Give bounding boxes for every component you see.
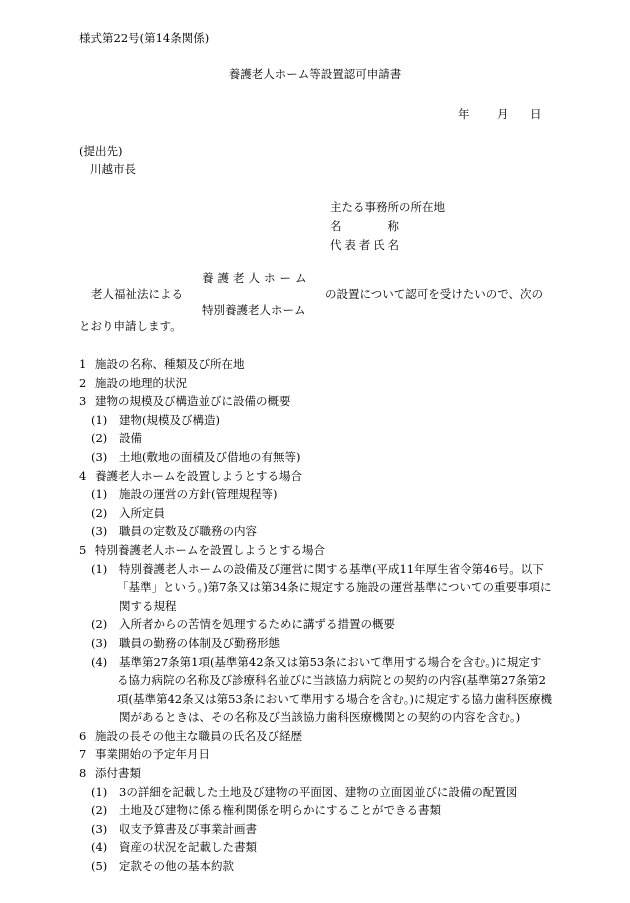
- list-item: [79, 764, 559, 783]
- item-number: (3): [91, 635, 108, 650]
- item-number: (1): [91, 487, 108, 502]
- list-subitem: [79, 838, 559, 857]
- item-text: 3の詳細を記載した土地及び建物の平面図、建物の立面図並びに設備の配置図: [119, 784, 518, 799]
- document-title: 養護老人ホーム等設置認可申請書: [228, 67, 402, 81]
- list-subitem: [79, 485, 559, 504]
- item-number: 2: [79, 375, 87, 390]
- application-statement: の設置について認可を受けたいので、次の: [325, 287, 544, 301]
- item-text: る協力病院の名称及び診療科名並びに当該協力病院との契約の内容(基準第27条第2: [117, 673, 546, 688]
- item-number: (5): [91, 859, 108, 874]
- list-subitem-continuation: [79, 597, 559, 616]
- item-number: (3): [91, 524, 108, 539]
- application-statement-tail: とおり申請します。: [79, 319, 182, 333]
- list-subitem-continuation: [79, 671, 559, 690]
- item-text: 関する規程: [119, 598, 177, 613]
- item-text: 職員の定数及び職務の内容: [119, 524, 257, 539]
- item-text: 関があるときは、その名称及び当該協力歯科医療機関との契約の内容を含む。): [119, 710, 521, 725]
- list-subitem-continuation: [79, 708, 559, 727]
- form-number: 様式第22号(第14条関係): [79, 31, 210, 45]
- item-text: 特別養護老人ホームを設置しようとする場合: [95, 542, 325, 557]
- list-subitem: [79, 522, 559, 541]
- item-number: (3): [91, 449, 108, 464]
- item-text: 定款その他の基本約款: [119, 859, 234, 874]
- item-number: (2): [91, 803, 108, 818]
- date-month-label: 月: [497, 107, 509, 121]
- list-subitem: [79, 615, 559, 634]
- home-option-nursing: 養護老人ホーム: [202, 271, 311, 285]
- list-subitem: [79, 801, 559, 820]
- item-text: 項(基準第42条又は第53条において準用する場合を含む。)に規定する協力歯科医療機: [117, 691, 552, 706]
- list-subitem: [79, 820, 559, 839]
- list-subitem: [79, 448, 559, 467]
- item-text: 「基準」という。)第7条又は第34条に規定する施設の運営基準についての重要事項に: [117, 580, 552, 595]
- list-item: [79, 745, 559, 764]
- item-number: (3): [91, 821, 108, 836]
- item-text: 収支予算書及び事業計画書: [119, 821, 257, 836]
- item-text: 職員の勤務の体制及び勤務形態: [119, 635, 280, 650]
- item-number: 8: [79, 766, 87, 781]
- recipient-label: (提出先): [79, 144, 123, 158]
- item-number: (1): [91, 412, 108, 427]
- list-subitem: [79, 634, 559, 653]
- item-text: 事業開始の予定年月日: [95, 747, 210, 762]
- item-number: 7: [79, 747, 87, 762]
- list-subitem: [79, 783, 559, 802]
- item-text: 資産の状況を記載した書類: [119, 840, 257, 855]
- item-number: 5: [79, 542, 87, 557]
- item-text: 建物(規模及び構造): [119, 412, 220, 427]
- applicant-address-label: 主たる事務所の所在地: [330, 200, 445, 214]
- item-number: 6: [79, 728, 87, 743]
- applicant-representative-label: 代表者氏名: [330, 238, 399, 252]
- item-number: (2): [91, 617, 108, 632]
- list-subitem: [79, 560, 559, 579]
- list-subitem-continuation: [79, 578, 559, 597]
- item-number: (1): [91, 561, 108, 576]
- requirement-list: [79, 355, 559, 876]
- list-item: [79, 467, 559, 486]
- item-text: 施設の名称、種類及び所在地: [95, 357, 245, 371]
- item-text: 添付書類: [95, 766, 141, 781]
- item-text: 基準第27条第1項(基準第42条又は第53条において準用する場合を含む。)に規定す: [119, 654, 542, 669]
- item-text: 施設の地理的状況: [95, 375, 187, 390]
- item-text: 設備: [119, 431, 142, 446]
- item-text: 施設の長その他主な職員の氏名及び経歴: [95, 728, 302, 743]
- item-number: 4: [79, 468, 87, 483]
- list-item: [79, 727, 559, 746]
- item-number: (1): [91, 784, 108, 799]
- item-number: (4): [91, 840, 108, 855]
- item-number: (2): [91, 431, 108, 446]
- list-subitem: [79, 653, 559, 672]
- date-year-label: 年: [458, 107, 470, 121]
- item-text: 入所者からの苦情を処理するために講ずる措置の概要: [119, 617, 395, 632]
- item-number: (2): [91, 505, 108, 520]
- item-text: 施設の運営の方針(管理規程等): [119, 487, 278, 502]
- item-text: 建物の規模及び構造並びに設備の概要: [95, 394, 291, 409]
- recipient-name: 川越市長: [90, 162, 136, 176]
- item-text: 入所定員: [119, 505, 165, 520]
- item-text: 土地及び建物に係る権利関係を明らかにすることができる書類: [119, 803, 441, 818]
- law-reference: 老人福祉法による: [91, 287, 183, 301]
- item-text: 養護老人ホームを設置しようとする場合: [95, 468, 302, 483]
- list-subitem: [79, 411, 559, 430]
- list-subitem: [79, 429, 559, 448]
- item-number: (4): [91, 654, 108, 669]
- list-item: [79, 392, 559, 411]
- list-item: [79, 355, 559, 374]
- list-item: [79, 374, 559, 393]
- home-option-special-nursing: 特別養護老人ホーム: [202, 303, 306, 317]
- item-number: 1: [79, 357, 87, 371]
- date-day-label: 日: [530, 107, 542, 121]
- list-subitem-continuation: [79, 690, 559, 709]
- item-number: 3: [79, 394, 87, 409]
- list-subitem: [79, 504, 559, 523]
- item-text: 土地(敷地の面積及び借地の有無等): [119, 449, 301, 464]
- applicant-block: [330, 198, 445, 255]
- list-subitem: [79, 857, 559, 876]
- list-item: [79, 541, 559, 560]
- item-text: 特別養護老人ホームの設備及び運営に関する基準(平成11年厚生省令第46号。以下: [119, 561, 544, 576]
- applicant-name-label: 名 称: [330, 219, 399, 233]
